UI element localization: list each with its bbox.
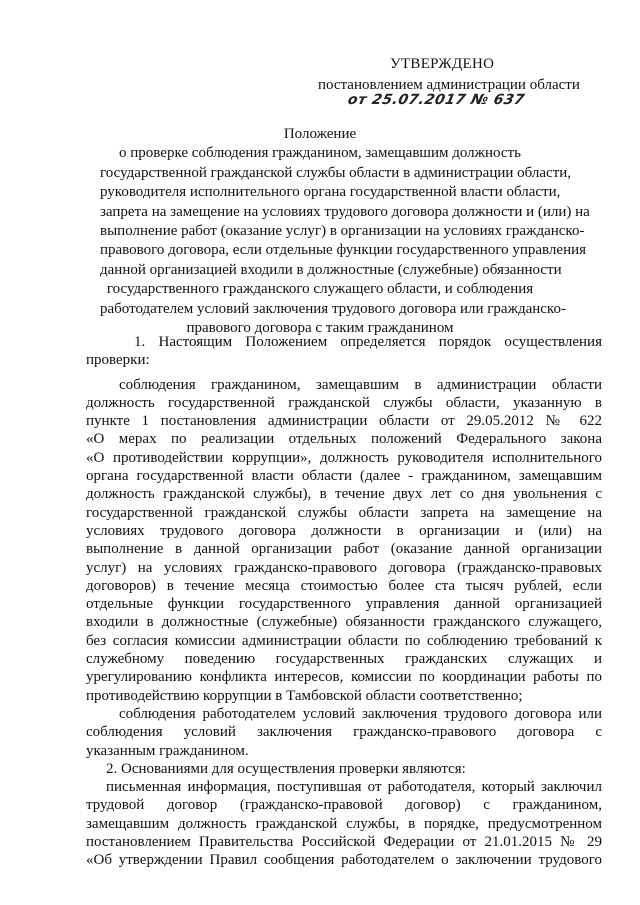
heading-line: работодателем условий заключения трудового договора или гражданско- <box>100 300 566 317</box>
paragraph-3-line: указанным гражданином. <box>86 742 249 759</box>
paragraph-3-line: соблюдения работодателем условий заключения трудового договора или <box>119 705 602 722</box>
paragraph-2-line: отдельные функции государственного управления данной организацией <box>86 596 602 613</box>
paragraph-2-line: противодействию коррупции в Тамбовской области соответственно; <box>86 687 523 704</box>
heading-line: государственной гражданской службы области в администрации области, <box>100 164 572 181</box>
paragraph-2-line: договоров) в течение месяца стоимостью более ста тысяч рублей, если <box>86 577 602 594</box>
paragraph-2-line: соблюдения гражданином, замещавшим в администрации области <box>119 376 602 393</box>
heading-line: запрета на замещение на условиях трудового договора должности и (или) на <box>100 203 590 220</box>
heading-line: правового договора, если отдельные функции государственного управления <box>100 242 587 259</box>
heading-line: выполнение работ (оказание услуг) в организации на условиях гражданско- <box>100 223 585 240</box>
paragraph-2-line: органа государственной власти области (далее - гражданином, замещавшим <box>86 468 602 485</box>
paragraph-2-line: условиях трудового договора должности в организации и (или) на <box>86 522 602 539</box>
document-body <box>86 333 602 870</box>
paragraph-1-line: 1. Настоящим Положением определяется порядок осуществления <box>134 334 602 350</box>
paragraph-2-line: входили в должностные (служебные) обязанности гражданского служащего, <box>86 614 602 631</box>
paragraph-2-line: «О противодействии коррупции», должность руководителя исполнительного <box>86 449 602 466</box>
paragraph-4-line: 2. Основаниями для осуществления проверки являются: <box>106 760 466 777</box>
approval-decree: постановлением администрации области <box>318 77 580 93</box>
document-heading <box>100 125 590 338</box>
paragraph-5-line: трудовой договор (гражданско-правовой договор) с гражданином, <box>86 797 602 814</box>
paragraph-2-line: государственной гражданской службы области запрета на замещение на <box>86 504 602 521</box>
heading-line: государственного гражданского служащего области, и соблюдения <box>106 281 534 298</box>
paragraph-2-line: служебному поведению государственных гражданских служащих и <box>86 651 602 668</box>
paragraph-5-line: замещавшим должность гражданской службы, в порядке, предусмотренном <box>86 815 602 832</box>
paragraph-5-line: письменная информация, поступившая от работодателя, который заключил <box>106 779 602 796</box>
paragraph-3-line: соблюдения условий заключения гражданско-правового договора с <box>86 724 602 741</box>
paragraph-5-line: постановлением Правительства Российской Федерации от 21.01.2015 № 29 <box>86 834 602 851</box>
paragraph-2-line: пункте 1 постановления администрации области от 29.05.2012 № 622 <box>86 413 602 430</box>
heading-title: Положение <box>283 126 357 142</box>
heading-line: о проверке соблюдения гражданином, замещавшим должность <box>119 145 521 162</box>
paragraph-5-line: «Об утверждении Правил сообщения работодателем о заключении трудового <box>86 852 602 869</box>
paragraph-2-line: должность государственной гражданской службы области, указанную в <box>86 394 602 411</box>
paragraph-2-line: должность гражданской службы), в течение двух лет со дня увольнения с <box>86 486 602 503</box>
heading-line: правового договора с таким гражданином <box>186 320 454 337</box>
paragraph-2-line: услуг) на условиях гражданско-правового договора (гражданско-правовых <box>86 559 602 576</box>
paragraph-1-line: проверки: <box>86 352 150 369</box>
paragraph-2-line: без согласия комиссии администрации области по соблюдению требований к <box>86 632 602 649</box>
paragraph-2-line: выполнение в данной организации работ (оказание данной организации <box>86 541 602 558</box>
approval-title: УТВЕРЖДЕНО <box>390 56 495 72</box>
handwritten-date-number: от 25.07.2017 № 637 <box>346 92 527 108</box>
paragraph-2-line: урегулированию конфликта интересов, комиссии по координации работы по <box>86 669 602 686</box>
heading-line: данной организацией входили в должностные (служебные) обязанности <box>100 261 562 278</box>
paragraph-2-line: «О мерах по реализации отдельных положений Федерального закона <box>86 431 602 448</box>
heading-line: руководителя исполнительного органа государственной власти области, <box>100 184 561 201</box>
